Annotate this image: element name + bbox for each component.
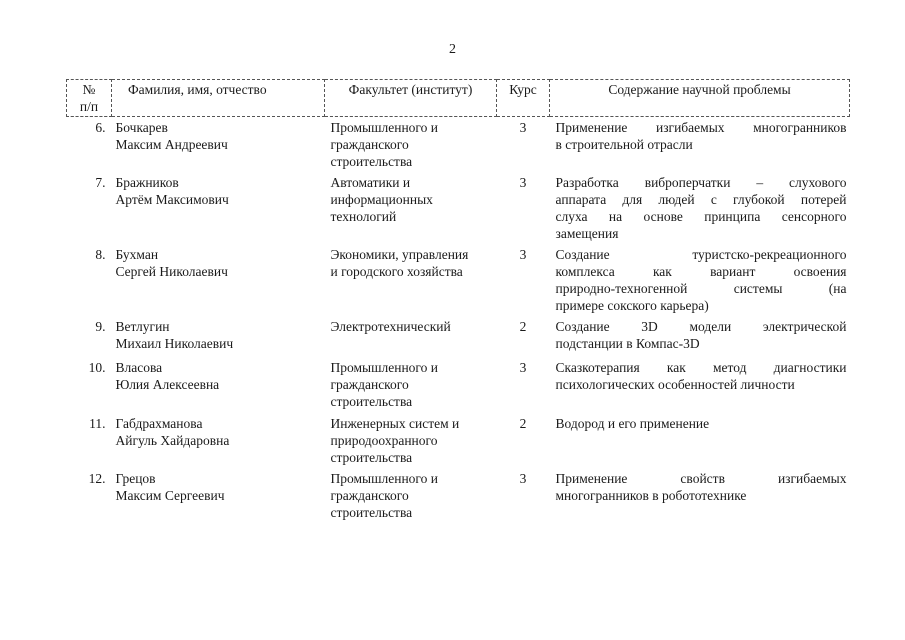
faculty-line: строительства bbox=[330, 394, 413, 409]
faculty-line: строительства bbox=[330, 450, 413, 465]
topic-line: Применение изгибаемых многогранников bbox=[555, 120, 847, 135]
faculty-line: строительства bbox=[330, 505, 413, 520]
faculty-line: Промышленного и bbox=[330, 360, 438, 375]
faculty-line: природоохранного bbox=[330, 433, 438, 448]
table-row bbox=[67, 172, 850, 244]
research-topic bbox=[550, 172, 850, 244]
course: 2 bbox=[519, 416, 527, 431]
student-surname: Бражников bbox=[115, 175, 179, 190]
course: 3 bbox=[519, 175, 527, 190]
header-number-line1: № bbox=[82, 82, 96, 97]
student-surname: Ветлугин bbox=[115, 319, 170, 334]
page-number: 2 bbox=[449, 42, 456, 57]
student-given-names: Артём Максимович bbox=[115, 192, 229, 207]
faculty-line: Инженерных систем и bbox=[330, 416, 460, 431]
student-given-names: Михаил Николаевич bbox=[115, 336, 234, 351]
faculty-line: Промышленного и bbox=[330, 471, 438, 486]
student-name bbox=[112, 117, 325, 173]
research-topic bbox=[550, 244, 850, 316]
header-course: Курс bbox=[497, 80, 550, 117]
topic-line: Применение свойств изгибаемых bbox=[555, 471, 847, 486]
row-number: 7. bbox=[95, 175, 106, 190]
course: 3 bbox=[519, 471, 527, 486]
student-given-names: Юлия Алексеевна bbox=[115, 377, 220, 392]
student-given-names: Максим Андреевич bbox=[115, 137, 228, 152]
faculty bbox=[325, 413, 497, 468]
faculty bbox=[325, 357, 497, 413]
topic-line: Сказкотерапия как метод диагностики bbox=[555, 360, 847, 375]
student-surname: Бухман bbox=[115, 247, 159, 262]
row-number: 12. bbox=[88, 471, 106, 486]
topic-line: замещения bbox=[555, 226, 619, 241]
topic-line: примере сокского карьера) bbox=[555, 298, 709, 313]
student-name bbox=[112, 172, 325, 244]
topic-line: Создание туристско-рекреационного bbox=[555, 247, 847, 262]
row-number: 11. bbox=[89, 416, 106, 431]
student-surname: Габдрахманова bbox=[115, 416, 203, 431]
row-number: 6. bbox=[95, 120, 106, 135]
table-row bbox=[67, 413, 850, 468]
row-number: 10. bbox=[88, 360, 106, 375]
header-number-line2: п/п bbox=[79, 99, 99, 114]
topic-line: слуха на основе принципа сенсорного bbox=[555, 209, 847, 224]
faculty bbox=[325, 244, 497, 316]
table-row bbox=[67, 468, 850, 528]
student-name bbox=[112, 468, 325, 528]
topic-line: аппарата для людей с глубокой потерей bbox=[555, 192, 847, 207]
header-name: Фамилия, имя, отчество bbox=[112, 80, 325, 117]
topic-line: подстанции в Компас-3D bbox=[555, 336, 700, 351]
student-surname: Бочкарев bbox=[115, 120, 168, 135]
faculty bbox=[325, 316, 497, 357]
topic-line: Водород и его применение bbox=[555, 416, 710, 431]
faculty-line: Промышленного и bbox=[330, 120, 438, 135]
faculty-line: информационных bbox=[330, 192, 433, 207]
header-number bbox=[67, 80, 112, 117]
topic-line: комплекса как вариант освоения bbox=[555, 264, 847, 279]
header-topic: Содержание научной проблемы bbox=[550, 80, 850, 117]
faculty bbox=[325, 117, 497, 173]
faculty-line: Экономики, управления bbox=[330, 247, 469, 262]
table-row bbox=[67, 244, 850, 316]
topic-line: многогранников в робототехнике bbox=[555, 488, 747, 503]
row-number: 9. bbox=[95, 319, 106, 334]
course: 3 bbox=[519, 360, 527, 375]
research-topic bbox=[550, 316, 850, 357]
topic-line: в строительной отрасли bbox=[555, 137, 693, 152]
student-name bbox=[112, 316, 325, 357]
faculty-line: гражданского bbox=[330, 137, 409, 152]
faculty-line: Электротехнический bbox=[330, 319, 451, 334]
faculty bbox=[325, 468, 497, 528]
students-table bbox=[66, 79, 850, 528]
table-header bbox=[67, 80, 850, 117]
course: 3 bbox=[519, 120, 527, 135]
student-given-names: Айгуль Хайдаровна bbox=[115, 433, 230, 448]
research-topic bbox=[550, 413, 850, 468]
table-row bbox=[67, 316, 850, 357]
table-row bbox=[67, 357, 850, 413]
faculty bbox=[325, 172, 497, 244]
faculty-line: технологий bbox=[330, 209, 397, 224]
header-row bbox=[67, 80, 850, 117]
faculty-line: строительства bbox=[330, 154, 413, 169]
faculty-line: гражданского bbox=[330, 377, 409, 392]
student-surname: Грецов bbox=[115, 471, 156, 486]
research-topic bbox=[550, 117, 850, 173]
student-surname: Власова bbox=[115, 360, 163, 375]
topic-line: природно-техногенной системы (на bbox=[555, 281, 847, 296]
research-topic bbox=[550, 468, 850, 528]
student-given-names: Сергей Николаевич bbox=[115, 264, 228, 279]
student-given-names: Максим Сергеевич bbox=[115, 488, 225, 503]
header-faculty: Факультет (институт) bbox=[325, 80, 497, 117]
table-row bbox=[67, 117, 850, 173]
topic-line: Создание 3D модели электрической bbox=[555, 319, 847, 334]
student-name bbox=[112, 244, 325, 316]
student-name bbox=[112, 413, 325, 468]
row-number: 8. bbox=[95, 247, 106, 262]
student-name bbox=[112, 357, 325, 413]
faculty-line: Автоматики и bbox=[330, 175, 411, 190]
course: 3 bbox=[519, 247, 527, 262]
topic-line: психологических особенностей личности bbox=[555, 377, 795, 392]
course: 2 bbox=[519, 319, 527, 334]
research-topic bbox=[550, 357, 850, 413]
faculty-line: гражданского bbox=[330, 488, 409, 503]
topic-line: Разработка виброперчатки – слухового bbox=[555, 175, 847, 190]
faculty-line: и городского хозяйства bbox=[330, 264, 463, 279]
table-body bbox=[67, 117, 850, 529]
